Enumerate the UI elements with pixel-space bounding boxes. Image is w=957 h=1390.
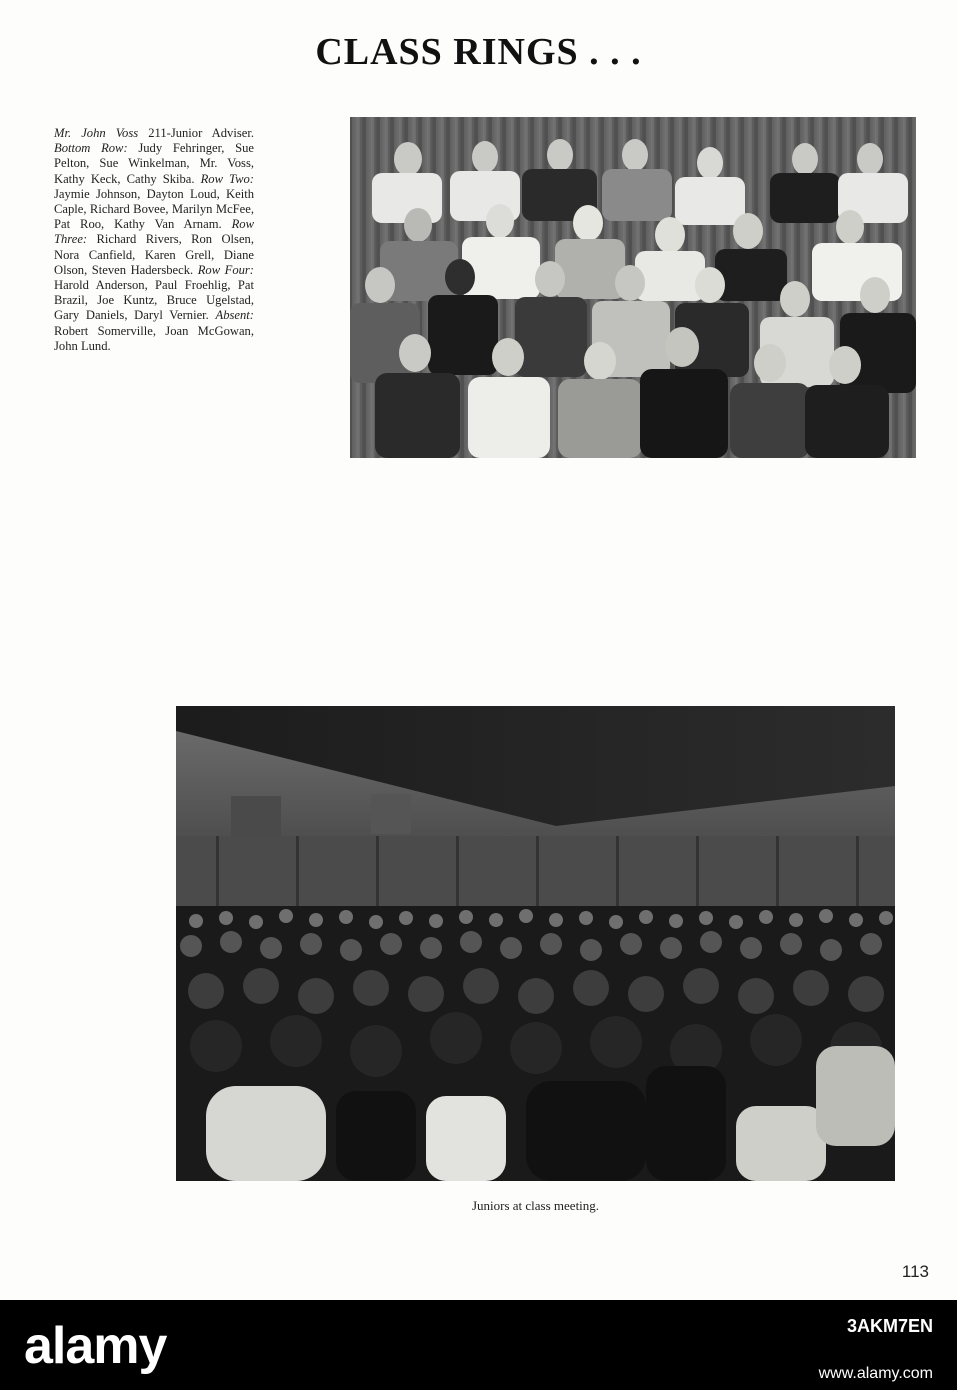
caption-segment: Row Four: xyxy=(197,262,255,277)
page-number: 113 xyxy=(901,1262,929,1281)
auditorium-photo-caption: Juniors at class meeting. xyxy=(471,1198,600,1213)
caption-segment: Row Two: xyxy=(200,171,255,186)
watermark-info xyxy=(819,1316,933,1383)
auditorium-photo xyxy=(176,706,895,1181)
caption-segment: Jaymie Johnson, Dayton Loud, Keith Caple, Richard Bovee, Marilyn McFee, Pat Roo, Kathy Van Arnam. xyxy=(54,186,254,232)
caption-segment: Mr. John Voss xyxy=(54,126,139,140)
site-url: www.alamy.com xyxy=(818,1365,933,1382)
caption-segment: Robert Somerville, Joan McGowan, John Lund. xyxy=(54,323,254,353)
group-photo-image xyxy=(350,117,916,458)
group-photo-caption xyxy=(54,126,254,354)
caption-segment: Row Three: xyxy=(54,217,254,247)
caption-segment: 211-Junior Adviser. xyxy=(138,126,254,140)
caption-segment: Harold Anderson, Paul Froehlig, Pat Brazil, Joe Kuntz, Bruce Ugelstad, Gary Daniels, Daryl Vernier. xyxy=(54,278,254,323)
caption-segment: Judy Fehringer, Sue Pelton, Sue Winkelman, Mr. Voss, Kathy Keck, Cathy Skiba. xyxy=(54,141,254,186)
brand-logo: alamy xyxy=(24,1317,167,1375)
caption-segment: Absent: xyxy=(215,308,254,323)
group-photo xyxy=(350,117,916,458)
page-title: CLASS RINGS . . . xyxy=(315,31,642,73)
caption-segment: Richard Rivers, Ron Olsen, Nora Canfield, Karen Grell, Diane Olson, Steven Hadersbeck. xyxy=(54,232,254,277)
stock-id: 3AKM7EN xyxy=(846,1316,933,1336)
watermark-bar xyxy=(0,1300,957,1390)
caption-segment: Bottom Row: xyxy=(54,141,128,156)
auditorium-photo-image xyxy=(176,706,895,1181)
